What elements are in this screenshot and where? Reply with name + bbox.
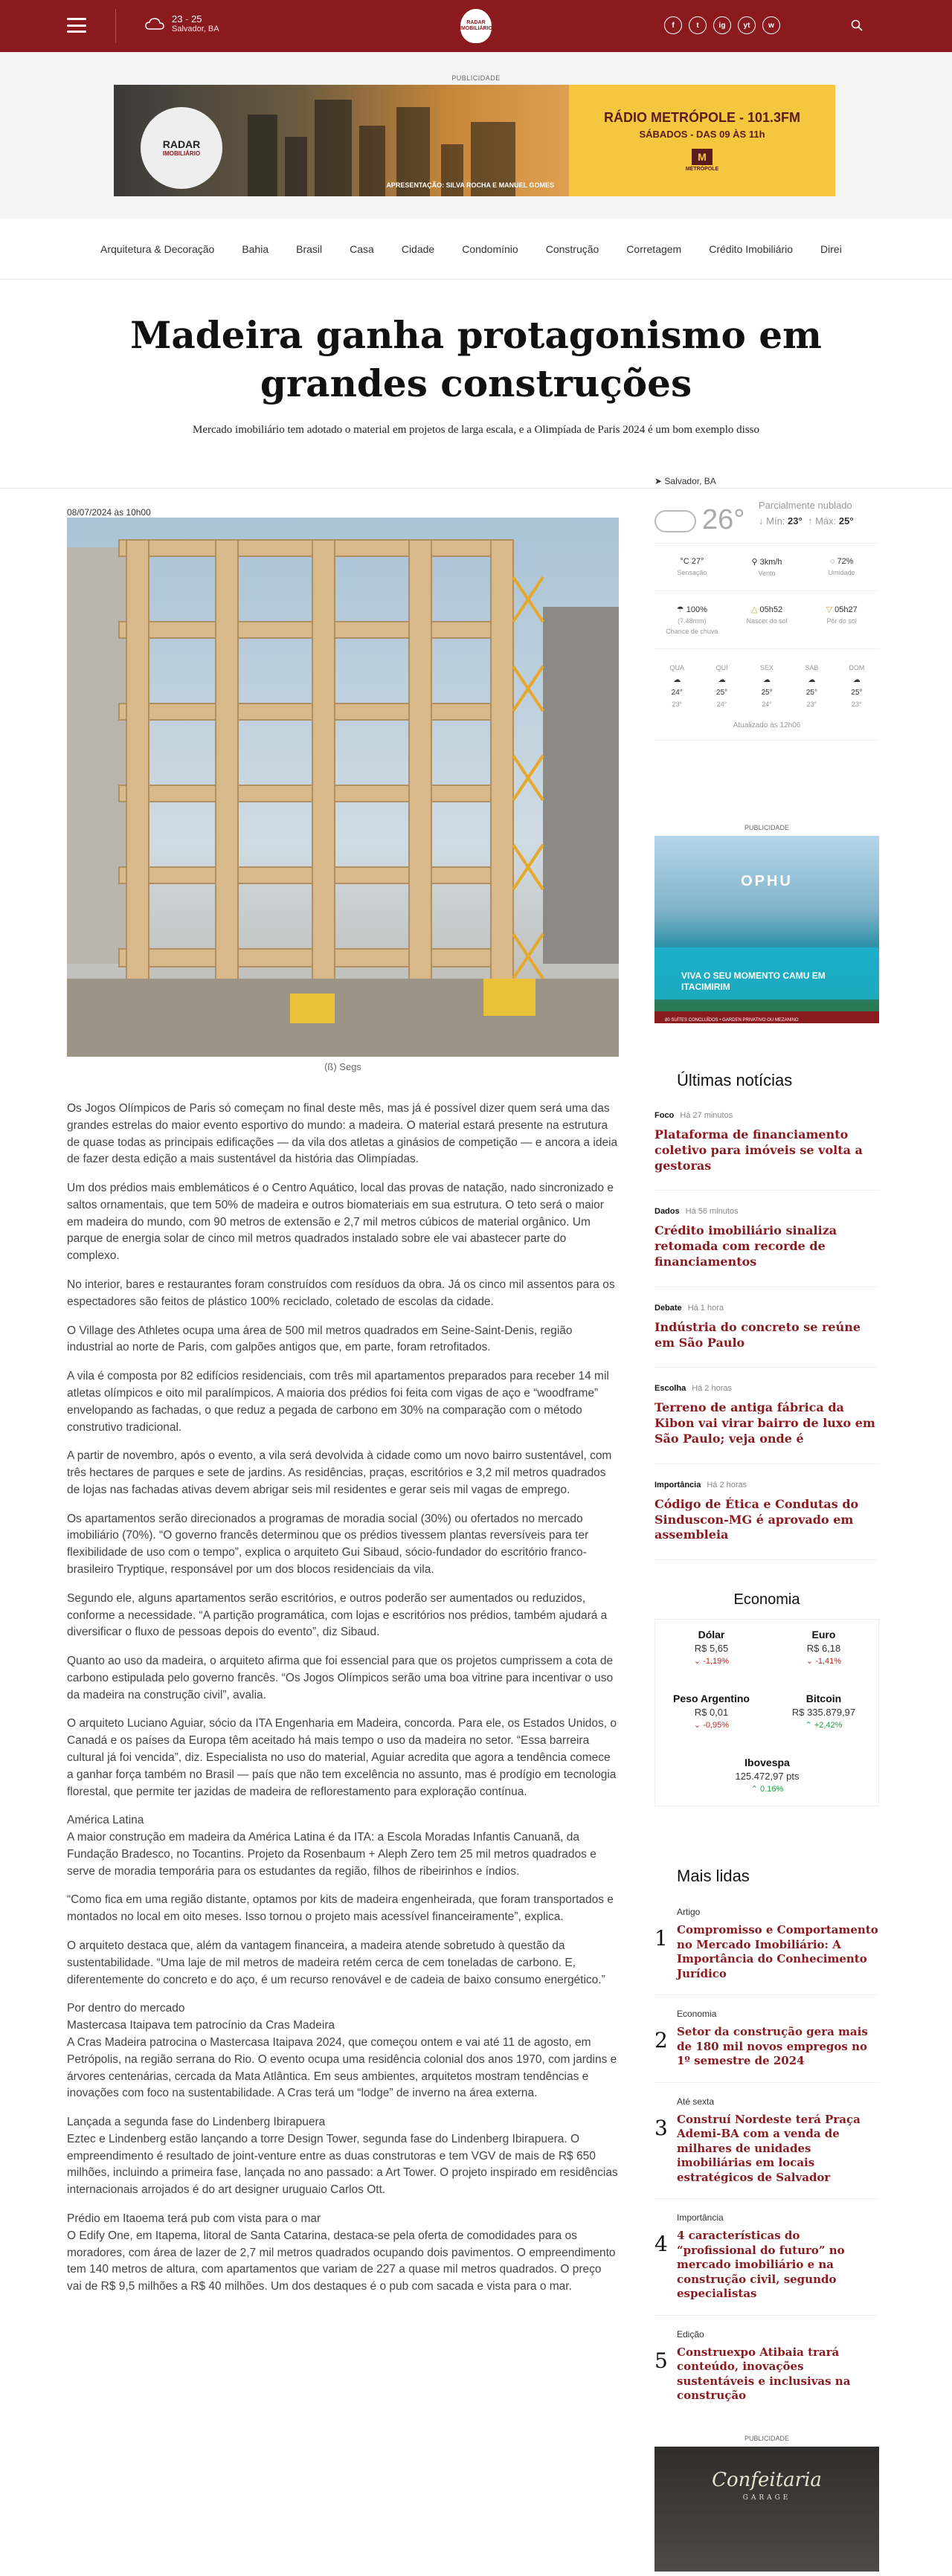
most-read-link[interactable]: Construexpo Atibaia trará conteúdo, inovações sustentáveis e inclusivas na construção xyxy=(677,2345,851,2402)
article-paragraph: Por dentro do mercado Mastercasa Itaipava tem patrocínio da Cras Madeira A Cras Madeira patrocina o Mastercasa Itaipava 2024, que começou ontem e vai até 11 de agosto, em Petrópolis, na região serrana do Rio. O evento ocupa uma residência colonial dos anos 1970, com jardins e árvores centenárias, cercada da Mata Atlântica. Em seus ambientes, arquitetos mostram tendências e inovações com foco na sustentabilidade. A Cras terá um “lodge” de inverno na área externa. xyxy=(67,2002,617,2100)
article-paragraph: Os apartamentos serão direcionados a programas de moradia social (30%) ou ofertados no mercado imobiliário (70%). “O governo francês determinou que os prédios tivessem plantas reversíveis para ter flexibilidade de uso com o tempo”, explica o arquiteto Gui Sibaud, sócio-fundador do escritório franco-brasileiro Tryptique, responsável por um dos blocos residenciais da vila. xyxy=(67,1512,589,1576)
news-item[interactable]: Debate Há 1 hora Indústria do concreto se reúne em São Paulo xyxy=(654,1304,879,1368)
timber-building-illustration xyxy=(67,518,619,1057)
most-read-link[interactable]: Setor da construção gera mais de 180 mil novos empregos no 1º semestre de 2024 xyxy=(677,2025,868,2067)
ophu-note: 80 SUÍTES CONCLUÍDOS • GARDEN PRIVATIVO OU MEZANINO xyxy=(654,1011,879,1023)
forecast-day: SÁB ☁ 25° 23° xyxy=(805,664,819,709)
header-weather: 23 - 25 Salvador, BA xyxy=(145,13,219,33)
article-paragraph: Os Jogos Olímpicos de Paris só começam no final deste mês, mas já é possível dizer quem será uma das grandes estrelas do maior evento esportivo do mundo: a madeira. O material estará presente na estrutura de quase todas as principais edificações — da vila dos atletas a ginásios de competição — e ancora a ideia de fazer desta edição a mais sustentável da história das Olimpíadas. xyxy=(67,1102,618,1166)
news-link[interactable]: Plataforma de financiamento coletivo para imóveis se volta a gestoras xyxy=(654,1127,863,1173)
quote-bitcoin: Bitcoin R$ 335.879,97 ⌃ +2,42% xyxy=(791,1693,856,1730)
article-paragraph: Lançada a segunda fase do Lindenberg Ibirapuera Eztec e Lindenberg estão lançando a torre Design Tower, segunda fase do Lindenberg Ibirapuera. O empreendimento é resultado de joint-venture entre as duas construtoras e tem VGV de mais de R$ 650 milhões, incluindo a primeira fase, lançada no ano passado: a Art Tower. O projeto inspirado em residências internacionais arrojados é do art designer uruguaio Carlos Ott. xyxy=(67,2116,618,2197)
nav-item[interactable]: Corretagem xyxy=(626,242,682,255)
divider xyxy=(0,488,952,489)
youtube-icon[interactable]: yt xyxy=(738,16,756,34)
latest-news xyxy=(654,1071,879,1577)
site-header xyxy=(0,0,952,52)
search-icon[interactable] xyxy=(851,19,863,35)
economy-widget xyxy=(654,1591,879,1806)
weather-updated: Atualizado às 12h06 xyxy=(654,711,879,741)
article-paragraph: O arquiteto destaca que, além da vantagem financeira, a madeira atende sobretudo à questão da sustentabilidade. “Uma laje de mil metros de madeira retém cerca de cem toneladas de carbono. E, diferentemente do concreto e do aço, é um recurso renovável e de cadeia de baixo consumo energético.” xyxy=(67,1939,605,1986)
news-item[interactable]: Foco Há 27 minutos Plataforma de financiamento coletivo para imóveis se volta a gestoras xyxy=(654,1111,879,1191)
most-read-item[interactable]: 5 Edição Construexpo Atibaia trará conteúdo, inovações sustentáveis e inclusivas na construção xyxy=(654,2329,879,2417)
metropole-logo: M xyxy=(692,149,713,165)
news-link[interactable]: Código de Ética e Condutas do Sinduscon-MG é aprovado em assembleia xyxy=(654,1496,859,1542)
header-temp-low: 23 xyxy=(172,13,183,25)
ad-radio-panel xyxy=(569,85,835,196)
header-temp-high: 25 xyxy=(191,13,202,25)
ophu-tagline: VIVA O SEU MOMENTO CAMU EM ITACIMIRIM xyxy=(681,970,826,993)
whatsapp-icon[interactable]: w xyxy=(762,16,780,34)
economy-title: Economia xyxy=(733,1591,800,1608)
article-paragraph: No interior, bares e restaurantes foram construídos com resíduos da obra. Já os cinco mil assentos para os espectadores são feitos de plástico 100% reciclado, coletado de escolas da cidade. xyxy=(67,1278,615,1308)
nav-item[interactable]: Arquitetura & Decoração xyxy=(100,242,215,255)
news-item[interactable]: Importância Há 2 horas Código de Ética e Condutas do Sinduscon-MG é aprovado em assembleia xyxy=(654,1481,879,1560)
article-paragraph: O Village des Athletes ocupa uma área de 500 mil metros quadrados em Seine-Saint-Denis, região industrial ao norte de Paris, com galpões antigos que, em parte, foram retrofitados. xyxy=(67,1324,573,1354)
quote-dolar: Dólar R$ 5,65 ⌄ -1,19% xyxy=(693,1629,730,1666)
forecast-day: QUI ☁ 25° 24° xyxy=(715,664,728,709)
top-ad-banner[interactable] xyxy=(114,85,835,196)
facebook-icon[interactable]: f xyxy=(664,16,682,34)
most-read-link[interactable]: Construí Nordeste terá Praça Ademi-BA com a venda de milhares de unidades imobiliárias em locais estratégicos de Salvador xyxy=(677,2112,861,2184)
image-caption: (ß) Segs xyxy=(324,1061,361,1072)
ad-label: PUBLICIDADE xyxy=(744,824,790,831)
radar-logo: RADAR IMOBILIÁRIO xyxy=(141,107,222,189)
weather-temp: 26° xyxy=(654,504,744,536)
divider xyxy=(115,9,116,43)
ad-schedule: SÁBADOS - DAS 09 ÀS 11h xyxy=(639,128,765,140)
news-link[interactable]: Indústria do concreto se reúne em São Paulo xyxy=(654,1319,861,1350)
weather-city: ➤ Salvador, BA xyxy=(654,476,716,486)
twitter-icon[interactable]: t xyxy=(689,16,707,34)
article-header xyxy=(0,280,952,437)
ad-radio-name: RÁDIO METRÓPOLE - 101.3FM xyxy=(603,109,801,125)
article-paragraph: A partir de novembro, após o evento, a vila será devolvida à cidade como um novo bairro sustentável, com três hectares de parques e sete de jardins. As residências, praças, escritórios e 3,2 mil metros quadrados de lojas nas fachadas ativas devem abrigar seis mil residentes e gerar seis mil vagas de emprego. xyxy=(67,1449,612,1496)
most-read xyxy=(654,1867,879,2430)
quote-ibovespa: Ibovespa 125.472,97 pts ⌃ 0.16% xyxy=(735,1756,800,1794)
article-body xyxy=(67,1101,619,2308)
confeitaria-ad-image: Confeitaria GARAGE xyxy=(654,2447,879,2572)
weather-sunrise: △ 05h52 Nascer do sol xyxy=(746,605,788,625)
ophu-ad-image xyxy=(654,836,879,1023)
news-item[interactable]: Dados Há 56 minutos Crédito imobiliário sinaliza retomada com recorde de financiamentos xyxy=(654,1207,879,1287)
most-read-link[interactable]: Compromisso e Comportamento no Mercado Imobiliário: A Importância do Conhecimento Jurídico xyxy=(677,1923,878,1980)
article-paragraph: “Como fica em uma região distante, optamos por kits de madeira engenheirada, que foram transportados e montados no local em oito meses. Isso tornou o projeto mais acessível financeiramente”, explica. xyxy=(67,1893,614,1924)
forecast-day: QUA ☁ 24° 23° xyxy=(669,664,684,709)
nav-item[interactable]: Brasil xyxy=(296,242,323,255)
top-ad-area xyxy=(0,52,952,219)
weather-sunset: ▽ 05h27 Pôr do sol xyxy=(826,605,858,625)
ad-presenter: APRESENTAÇÃO: SILVA ROCHA E MANUEL GOMES xyxy=(386,181,554,189)
forecast-day: SEX ☁ 25° 24° xyxy=(760,664,774,709)
article-paragraph: Prédio em Itaoema terá pub com vista para o mar O Edify One, em Itapema, litoral de Santa Catarina, destaca-se pela oferta de comodidades para os moradores, com área de lazer de 2,7 mil metros quadrados ocupando dois pavimentos. O empreendimento tem 140 metros de altura, com apartamentos que variam de 227 a quase mil metros quadrados. O preço vai de R$ 9,5 milhões a R$ 40 milhões. Um dos destaques é o pub com sacada e vista para o mar. xyxy=(67,2212,616,2293)
nav-item[interactable]: Casa xyxy=(350,242,374,255)
header-city: Salvador, BA xyxy=(172,25,219,33)
nav-item[interactable]: Cidade xyxy=(401,242,435,255)
article-image xyxy=(67,518,619,1057)
cloud-icon xyxy=(145,18,164,30)
article-subtitle: Mercado imobiliário tem adotado o material em projetos de larga escala, e a Olimpíada de Paris 2024 é um bom exemplo disso xyxy=(192,424,759,436)
nav-item[interactable]: Bahia xyxy=(242,242,269,255)
weather-stats xyxy=(654,543,879,741)
social-links xyxy=(664,16,780,34)
article-title: Madeira ganha protagonismo em grandes construções xyxy=(130,313,822,405)
weather-rain: ☂ 100% (7.48mm) Chance de chuva xyxy=(666,605,718,635)
article-paragraph: O arquiteto Luciano Aguiar, sócio da ITA Engenharia em Madeira, concorda. Para ele, os Estados Unidos, o Canadá e os países da Europa têm aceitado há mais tempo o uso da madeira no setor. “Essa barreira cultural já foi vencida”, diz. Especialista no uso do material, Aguiar acredita que agora a tendência comece a ganhar força também no Brasil — país que não tem excelência no assunto, mas é prodígio em tecnologia florestal, que permite ter jazidas de madeira de reflorestamento para exploração contínua. xyxy=(67,1717,617,1798)
cloud-icon xyxy=(654,510,696,532)
article-paragraph: América Latina A maior construção em madeira da América Latina é da ITA: a Escola Moradas Infantis Canuanã, da Fundação Bradesco, no Tocantins. Projeto da Rosenbaum + Aleph Zero tem 25 mil metros quadrados e serve de moradia temporária para os estudantes da região, filhos de ribeirinhos e índios. xyxy=(67,1814,596,1878)
article-paragraph: A vila é composta por 82 edifícios residenciais, com três mil apartamentos preparados para receber 14 mil atletas olímpicos e oito mil paralímpicos. A maioria dos prédios foi feita com vigas de aço e “woodframe” envelopando as fachadas, o que reduz a pegada de carbono em 30% na comparação com o método construtivo tradicional. xyxy=(67,1370,609,1434)
site-logo[interactable]: RADAR IMOBILIÁRIO xyxy=(460,9,492,43)
instagram-icon[interactable]: ig xyxy=(713,16,731,34)
forecast-day: DOM ☁ 25° 23° xyxy=(849,664,865,709)
economy-grid xyxy=(654,1619,879,1806)
news-link[interactable]: Terreno de antiga fábrica da Kibon vai virar bairro de luxo em São Paulo; veja onde é xyxy=(654,1400,875,1446)
weather-humidity: ◌ 72% Umidade xyxy=(828,557,855,576)
metropole-name: METRÓPOLE xyxy=(685,166,719,172)
latest-news-title: Últimas notícias xyxy=(677,1071,793,1089)
nav-item[interactable]: Direi xyxy=(820,242,842,255)
nav-item[interactable]: Construção xyxy=(545,242,599,255)
most-read-link[interactable]: 4 características do “profissional do futuro” no mercado imobiliário e na construção civil, segundo especialistas xyxy=(677,2229,845,2300)
weather-condition: Parcialmente nublado ↓ Mín: 23° ↑ Máx: 25° xyxy=(759,500,854,527)
ophu-logo: OPHU xyxy=(741,873,793,889)
article-paragraph: Um dos prédios mais emblemáticos é o Centro Aquático, local das provas de natação, nado sincronizado e saltos ornamentais, que tem 50% de madeira e outros biomateriais em sua estrutura. O teto será o maior em madeira do mundo, com 90 metros de extensão e 2,7 mil metros cúbicos de material orgânico. Um parque de energia solar de cinco mil metros quadrados instalado sobre ele vai abastecer parte do complexo. xyxy=(67,1182,614,1263)
weather-forecast xyxy=(654,648,879,711)
article-paragraph: Quanto ao uso da madeira, o arquiteto afirma que foi essencial para que os projetos cumprissem a cota de carbono estipulada pelo governo francês. “Os Jogos Olímpicos serão uma boa vitrine para incentivar o uso da madeira na construção civil”, avalia. xyxy=(67,1655,614,1701)
most-read-title: Mais lidas xyxy=(677,1867,750,1885)
most-read-item[interactable]: 3 Até sexta Construí Nordeste terá Praça Ademi-BA com a venda de milhares de unidades imobiliárias em locais estratégicos de Salvador xyxy=(654,2096,879,2200)
nav-item[interactable]: Condomínio xyxy=(462,242,518,255)
news-link[interactable]: Crédito imobiliário sinaliza retomada com recorde de financiamentos xyxy=(654,1223,837,1269)
most-read-item[interactable]: 2 Economia Setor da construção gera mais de 180 mil novos empregos no 1º semestre de 2024 xyxy=(654,2009,879,2083)
news-item[interactable]: Escolha Há 2 horas Terreno de antiga fábrica da Kibon vai virar bairro de luxo em São Paulo; veja onde é xyxy=(654,1384,879,1464)
category-nav xyxy=(0,219,952,280)
nav-item[interactable]: Crédito Imobiliário xyxy=(709,242,794,255)
ad-city-image xyxy=(114,85,569,196)
quote-peso: Peso Argentino R$ 0,01 ⌄ -0,95% xyxy=(673,1693,750,1730)
most-read-item[interactable]: 1 Artigo Compromisso e Comportamento no Mercado Imobiliário: A Importância do Conhecimento Jurídico xyxy=(654,1907,879,1995)
article-paragraph: Segundo ele, alguns apartamentos serão escritórios, e outros poderão ser aumentados ou reduzidos, conforme a necessidade. “A partição programática, com lojas e escritórios nos prédios, também ajudará a diversificar o fluxo de pessoas depois do evento”, diz Sibaud. xyxy=(67,1591,608,1639)
sidebar-ad[interactable] xyxy=(654,824,879,1023)
article-date: 08/07/2024 às 10h00 xyxy=(67,507,151,518)
ad-label: PUBLICIDADE xyxy=(451,74,501,82)
menu-icon[interactable] xyxy=(67,18,86,33)
quote-euro: Euro R$ 6,18 ⌄ -1,41% xyxy=(805,1629,842,1666)
most-read-item[interactable]: 4 Importância 4 características do “profissional do futuro” no mercado imobiliário e na construção civil, segundo especialistas xyxy=(654,2212,879,2316)
ad-label: PUBLICIDADE xyxy=(744,2435,790,2442)
weather-feels: °C 27° Sensação xyxy=(677,557,707,576)
weather-wind: ⚲ 3km/h Vento xyxy=(751,558,782,577)
sidebar-ad-2[interactable] xyxy=(654,2435,879,2572)
